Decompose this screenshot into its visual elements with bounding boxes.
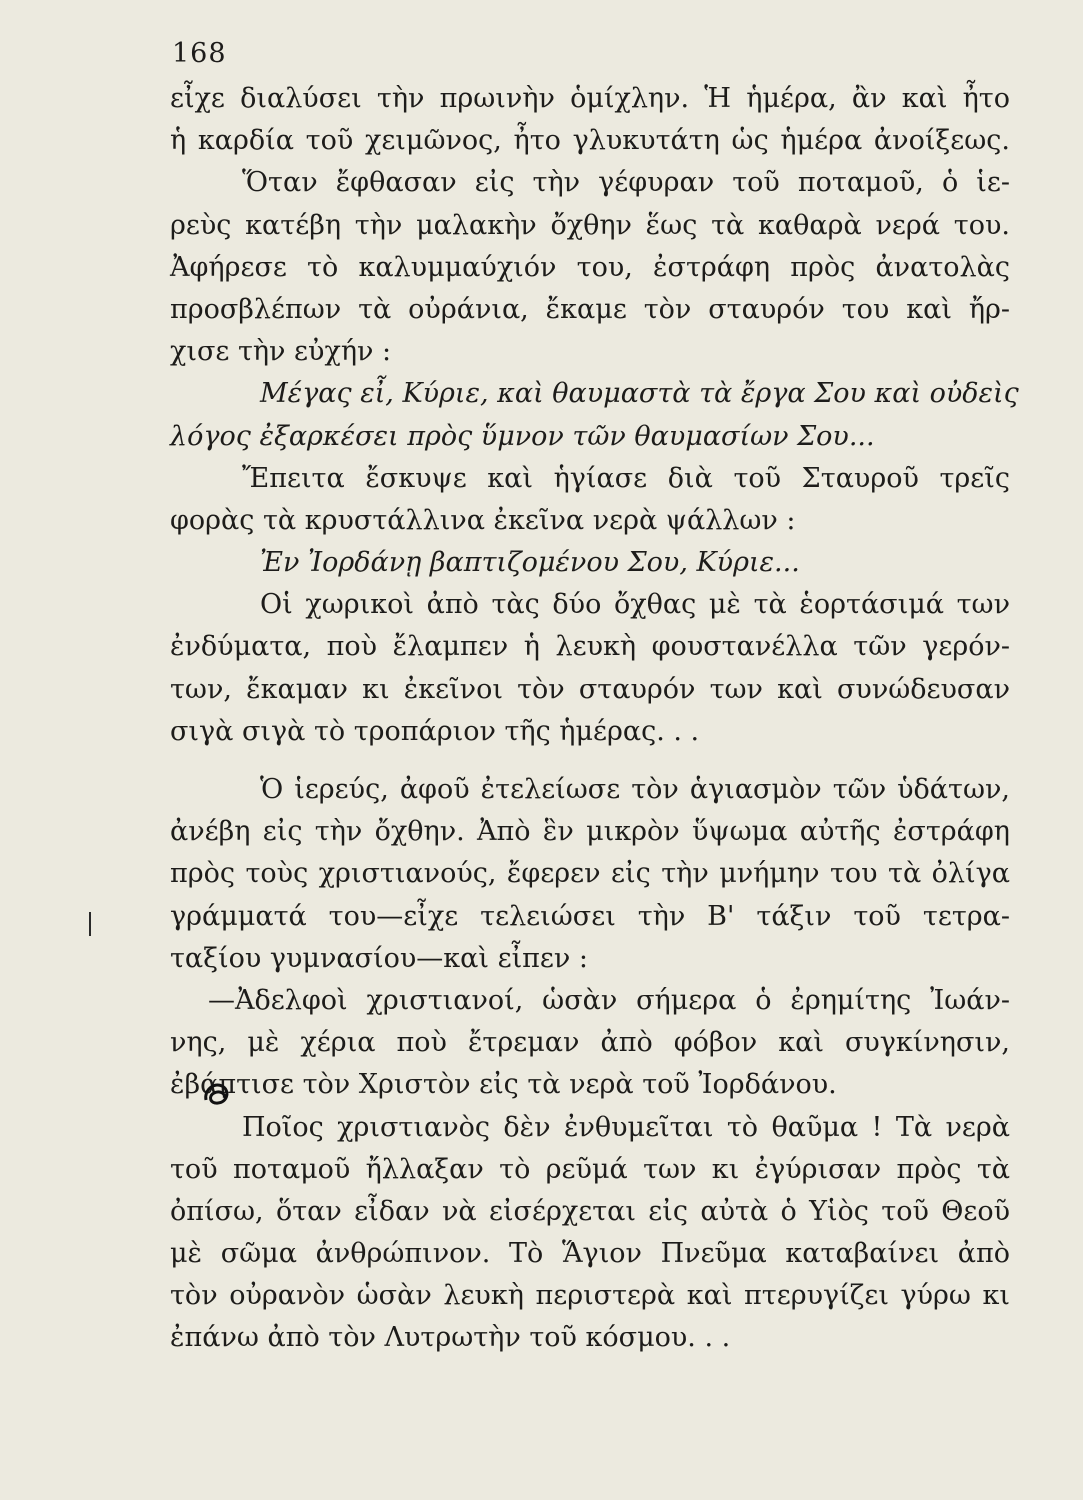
text-line: —Ἀδελφοὶ χριστιανοί, ὡσὰν σήμερα ὁ ἐρημίτης Ἰωάν- [208, 984, 1010, 1016]
page-number: 168 [172, 38, 227, 69]
text-line: ἐπάνω ἀπὸ τὸν Λυτρωτὴν τοῦ κόσμου. . . [170, 1322, 731, 1354]
text-line: ἀνέβη εἰς τὴν ὄχθην. Ἀπὸ ἓν μικρὸν ὕψωμα αὐτῆς ἐστράφη [170, 816, 1010, 848]
text-line: Ἀφήρεσε τὸ καλυμμαύχιόν του, ἐστράφη πρὸς ἀνατολὰς [170, 251, 1010, 283]
text-line: Ποῖος χριστιανὸς δὲν ἐνθυμεῖται τὸ θαῦμα ! Τὰ νερὰ [242, 1111, 1010, 1143]
text-line: προσβλέπων τὰ οὐράνια, ἔκαμε τὸν σταυρόν του καὶ ἤρ- [170, 293, 1010, 325]
text-line: Οἱ χωρικοὶ ἀπὸ τὰς δύο ὄχθας μὲ τὰ ἑορτάσιμά των [260, 589, 1010, 621]
text-line: μὲ σῶμα ἀνθρώπινον. Τὸ Ἅγιον Πνεῦμα καταβαίνει ἀπὸ [170, 1238, 1010, 1270]
margin-pencil-mark [89, 912, 91, 936]
text-line: ἐβάπτισε τὸν Χριστὸν εἰς τὰ νερὰ τοῦ Ἰορδάνου. [170, 1069, 837, 1101]
liturgical-quote-line: λόγος ἐξαρκέσει πρὸς ὕμνον τῶν θαυμασίων Σου... [170, 420, 875, 452]
text-line: φορὰς τὰ κρυστάλλινα ἐκεῖνα νερὰ ψάλλων : [170, 504, 796, 536]
text-line: Ὁ ἱερεύς, ἀφοῦ ἐτελείωσε τὸν ἁγιασμὸν τῶν ὑδάτων, [260, 774, 1010, 805]
text-line: ἐνδύματα, ποὺ ἔλαμπεν ἡ λευκὴ φουστανέλλα τῶν γερόν- [170, 631, 1010, 663]
text-line: ρεὺς κατέβη τὴν μαλακὴν ὄχθην ἕως τὰ καθαρὰ νερά του. [170, 209, 1010, 241]
text-line: ταξίου γυμνασίου—καὶ εἶπεν : [170, 942, 588, 974]
liturgical-quote-line: Μέγας εἶ, Κύριε, καὶ θαυμαστὰ τὰ ἔργα Σου καὶ οὐδεὶς [260, 378, 1019, 410]
text-line: εἶχε διαλύσει τὴν πρωινὴν ὁμίχλην. Ἡ ἡμέρα, ἂν καὶ ἦτο [170, 83, 1010, 114]
text-line: πρὸς τοὺς χριστιανούς, ἔφερεν εἰς τὴν μνήμην του τὰ ὀλίγα [170, 858, 1010, 890]
text-line: νης, μὲ χέρια ποὺ ἔτρεμαν ἀπὸ φόβον καὶ συγκίνησιν, [170, 1027, 1010, 1059]
text-line: σιγὰ σιγὰ τὸ τροπάριον τῆς ἡμέρας. . . [170, 715, 700, 747]
liturgical-quote-line: Ἐν Ἰορδάνῃ βαπτιζομένου Σου, Κύριε... [260, 547, 800, 579]
pen-scribble-icon [200, 1076, 236, 1112]
text-line: τοῦ ποταμοῦ ἤλλαξαν τὸ ρεῦμά των κι ἐγύρισαν πρὸς τὰ [170, 1153, 1010, 1185]
text-line: τὸν οὐρανὸν ὡσὰν λευκὴ περιστερὰ καὶ πτερυγίζει γύρω κι [170, 1280, 1010, 1312]
text-line: χισε τὴν εὐχήν : [170, 336, 392, 368]
text-line: των, ἔκαμαν κι ἐκεῖνοι τὸν σταυρόν των καὶ συνώδευσαν [170, 673, 1010, 705]
text-line: ἡ καρδία τοῦ χειμῶνος, ἦτο γλυκυτάτη ὡς ἡμέρα ἀνοίξεως. [170, 125, 1010, 157]
text-line: Ὅταν ἔφθασαν εἰς τὴν γέφυραν τοῦ ποταμοῦ, ὁ ἱε- [242, 167, 1010, 199]
text-line: Ἔπειτα ἔσκυψε καὶ ἡγίασε διὰ τοῦ Σταυροῦ τρεῖς [242, 462, 1010, 494]
text-line: ὀπίσω, ὅταν εἶδαν νὰ εἰσέρχεται εἰς αὐτὰ ὁ Υἱὸς τοῦ Θεοῦ [170, 1195, 1010, 1227]
body-text [170, 78, 1019, 1360]
text-line: γράμματά του—εἶχε τελειώσει τὴν Β' τάξιν τοῦ τετρα- [170, 900, 1010, 932]
